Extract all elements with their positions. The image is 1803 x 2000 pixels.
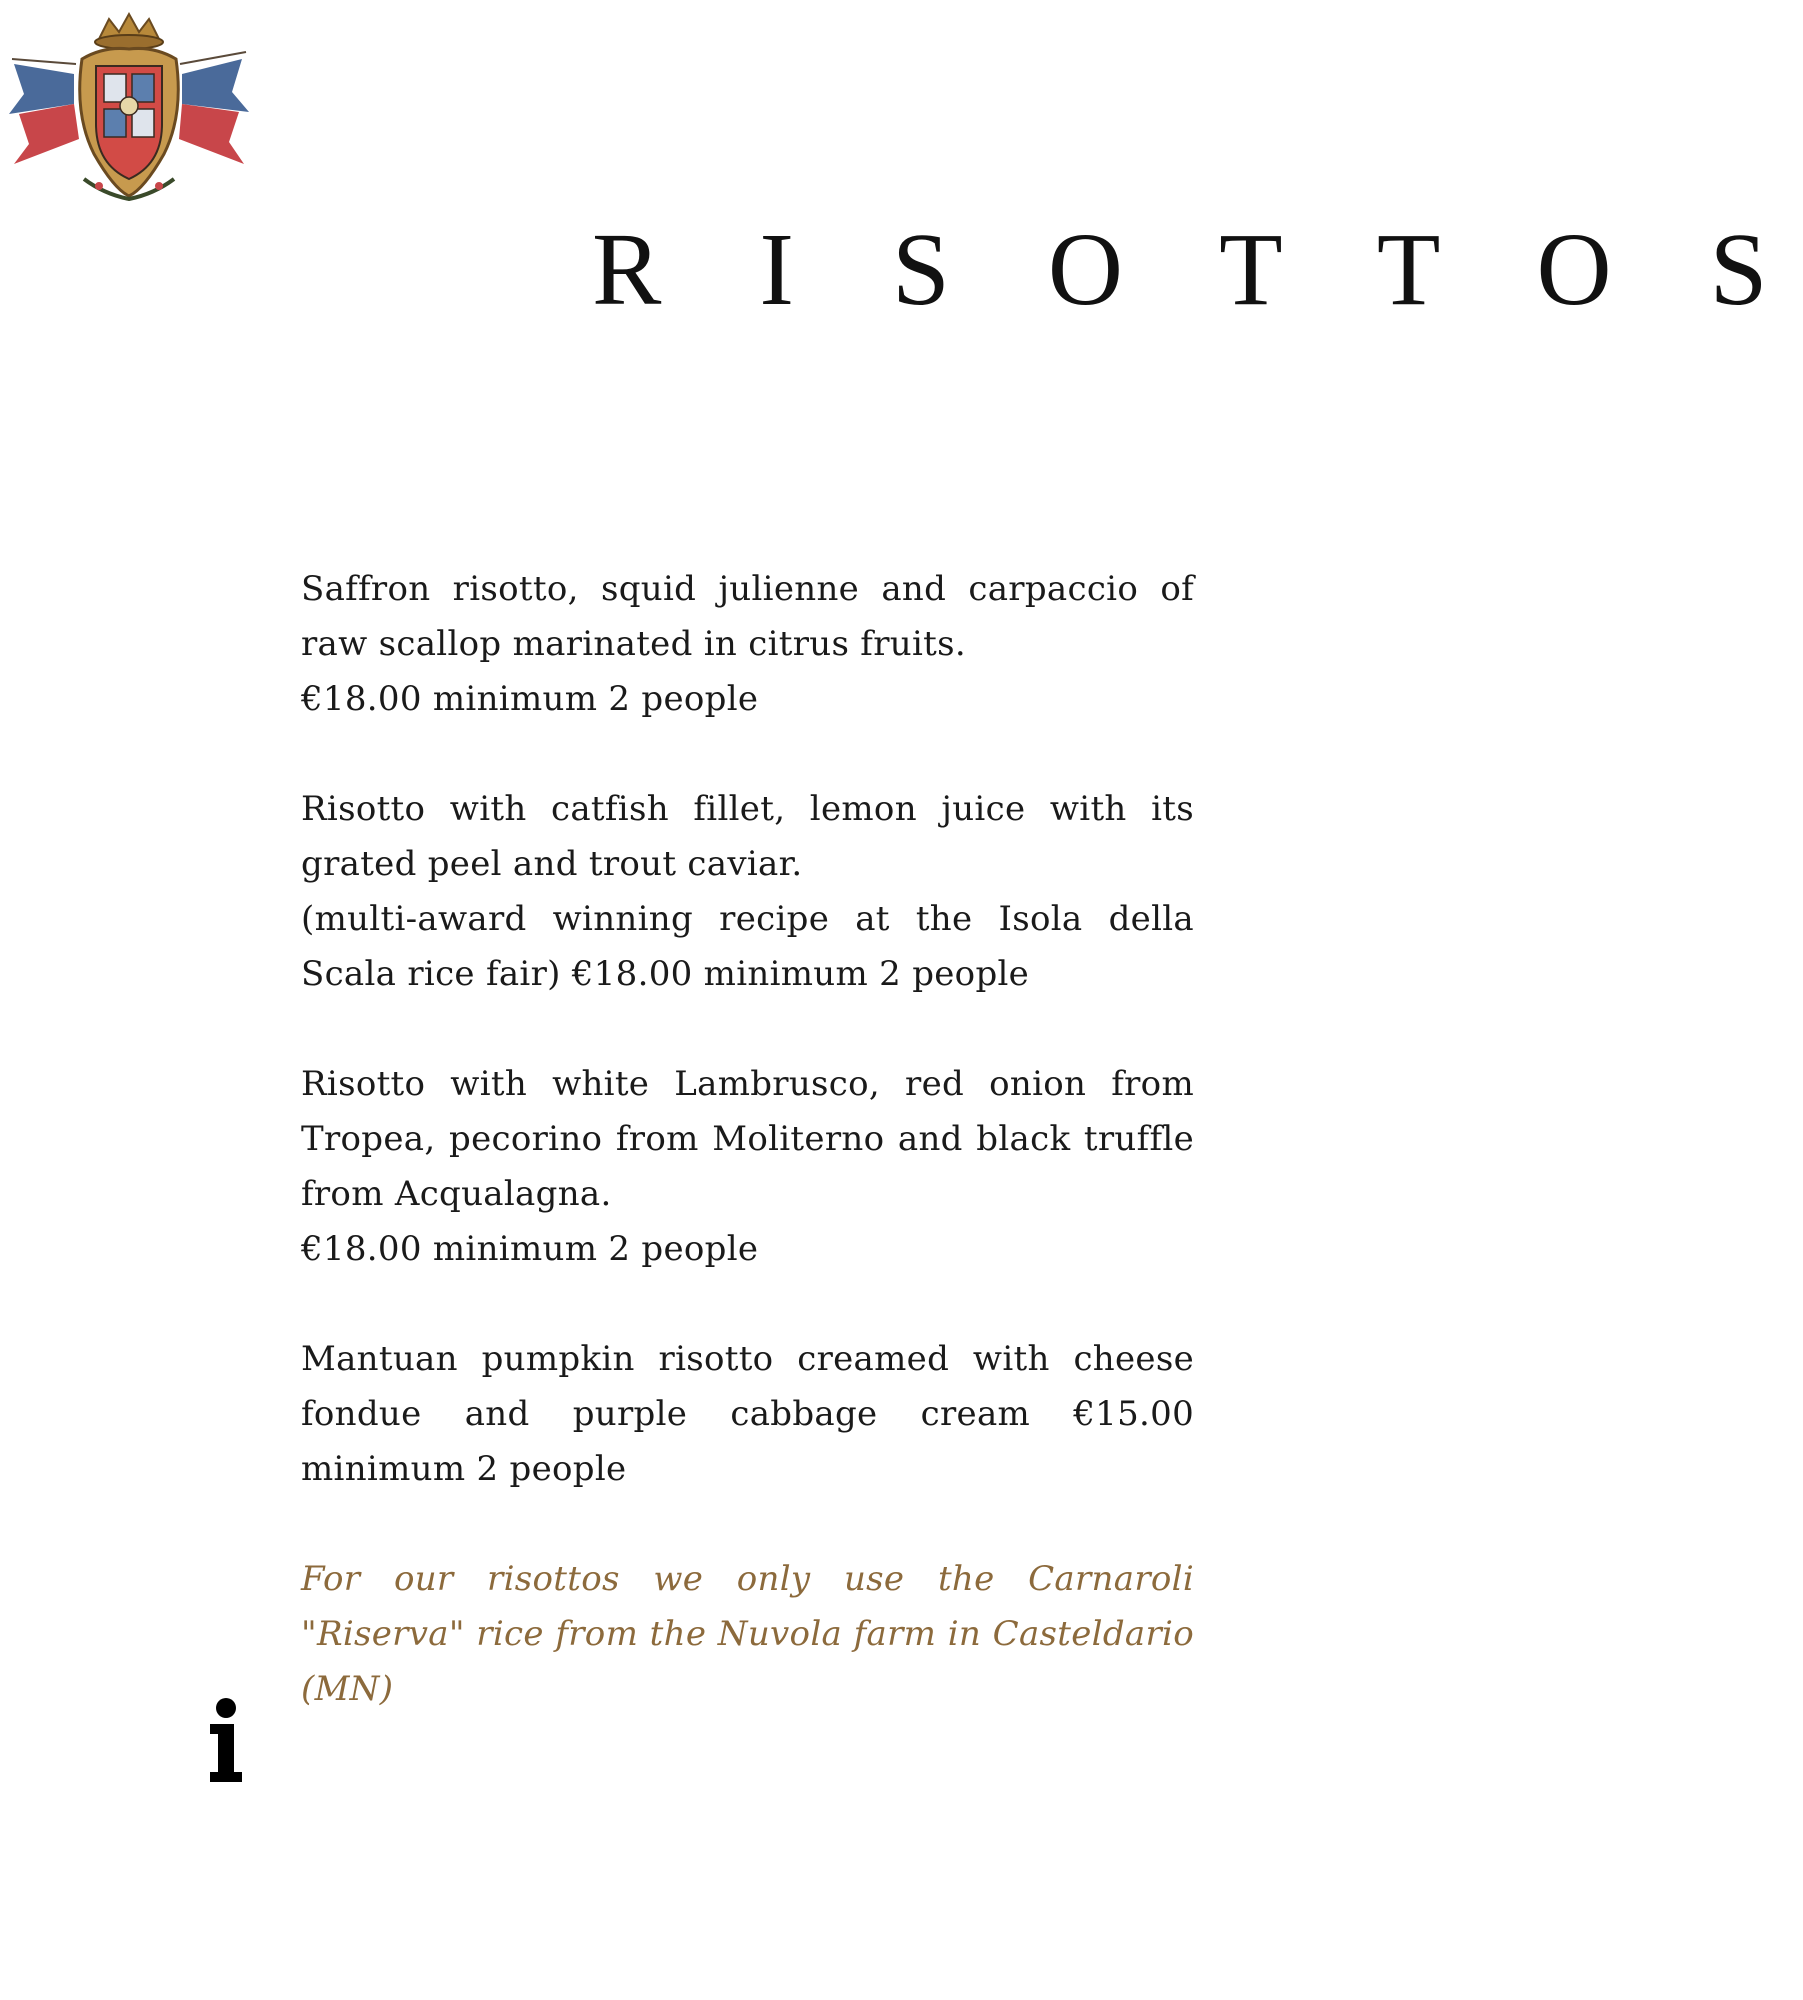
dish-price: €18.00 minimum 2 people (301, 679, 759, 719)
dish-description: Mantuan pumpkin risotto creamed with cheese fondue and purple cabbage cream €15.00 minimum 2 people (301, 1339, 1194, 1489)
rice-note: For our risottos we only use the Carnaroli "Riserva" rice from the Nuvola farm in Casteldario (MN) (301, 1559, 1194, 1709)
dish-price: €18.00 minimum 2 people (301, 1229, 759, 1269)
risotto-menu (301, 562, 1194, 1717)
menu-item (301, 562, 1194, 727)
page-title: R I S O T T O S (592, 212, 1803, 327)
menu-item (301, 1332, 1194, 1497)
menu-item (301, 782, 1194, 1002)
coat-of-arms-icon (4, 4, 254, 204)
dish-description: Risotto with white Lambrusco, red onion from Tropea, pecorino from Moliterno and black truffle from Acqualagna. (301, 1064, 1194, 1214)
menu-item (301, 1057, 1194, 1277)
dish-description: Saffron risotto, squid julienne and carpaccio of raw scallop marinated in citrus fruits. (301, 569, 1194, 664)
dish-description: Risotto with catfish fillet, lemon juice with its grated peel and trout caviar. (301, 789, 1194, 884)
info-icon (208, 1698, 244, 1782)
dish-price: (multi-award winning recipe at the Isola della Scala rice fair) €18.00 minimum 2 people (301, 899, 1194, 994)
